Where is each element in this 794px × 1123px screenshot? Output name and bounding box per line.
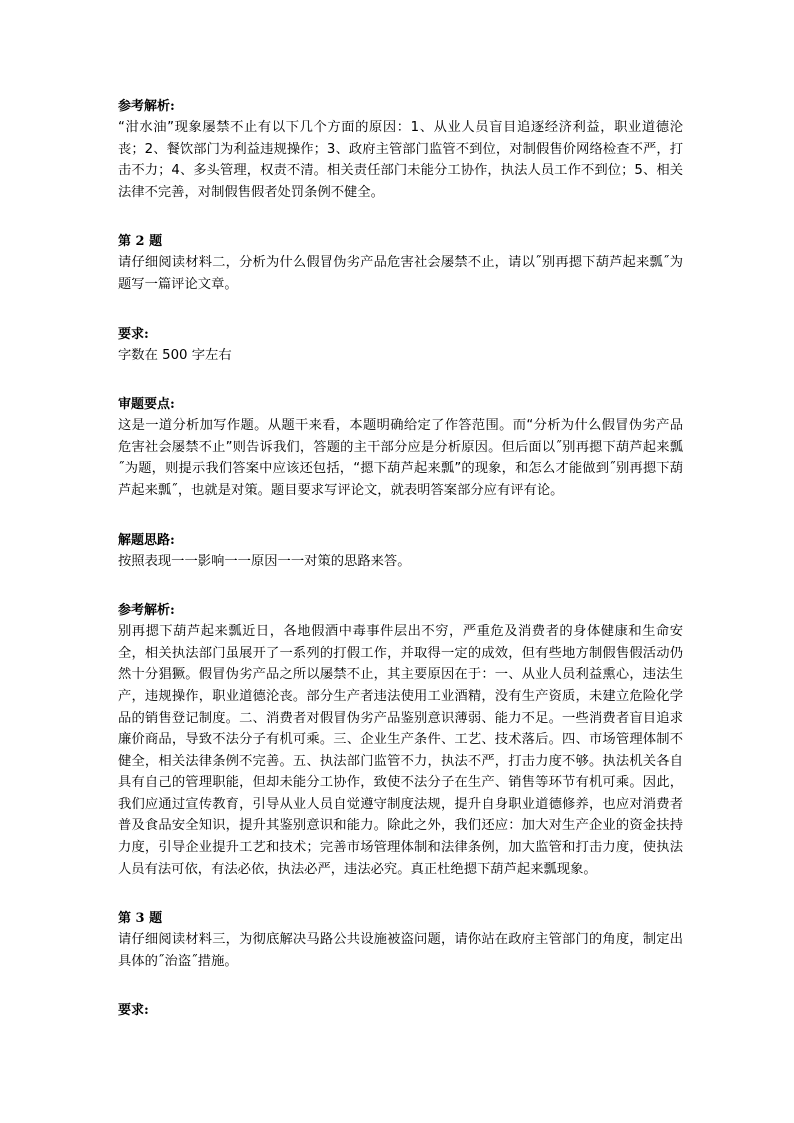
section-body: 别再摁下葫芦起来瓢近日，各地假酒中毒事件层出不穷，严重危及消费者的身体健康和生命安全，相关执法部门虽展开了一系列的打假工作，并取得一定的成效，但有些地方制假售假活动仍然十分猖獗。假冒伪劣产品之所以屡禁不止，其主要原因在于：一、从业人员利益熏心，违法生产，违规操作，职业道德沦丧。部分生产者违法使用工业酒精，没有生产资质，未建立危险化学品的销售登记制度。二、消费者对假冒伪劣产品鉴别意识薄弱、能力不足。一些消费者盲目追求廉价商品，导致不法分子有机可乘。三、企业生产条件、工艺、技术落后。四、市场管理体制不健全，相关法律条例不完善。五、执法部门监管不力，执法不严，打击力度不够。执法机关各自具有自己的管理职能，但却未能分工协作，致使不法分子在生产、销售等环节有机可乘。因此，我们应通过宣传教育，引导从业人员自觉遵守制度法规，提升自身职业道德修养，也应对消费者普及食品安全知识，提升其鉴别意识和能力。除此之外，我们还应：加大对生产企业的资金扶持力度，引导企业提升工艺和技术；完善市场管理体制和法律条例，加大监管和打击力度，使执法人员有法可依，有法必依，执法必严，违法必究。真正杜绝摁下葫芦起来瓢现象。 <box>118 624 683 877</box>
section-body: 字数在 500 字左右 <box>118 347 232 363</box>
section-requirements-2 <box>118 324 683 367</box>
section-heading: 要求: <box>118 1003 149 1019</box>
section-heading: 审题要点: <box>118 397 175 413</box>
section-key-points <box>118 394 683 501</box>
section-question-2 <box>118 231 683 295</box>
document-page <box>118 96 683 1049</box>
section-question-3 <box>118 908 683 972</box>
section-heading: 参考解析: <box>118 99 175 114</box>
section-body: “泔水油”现象屡禁不止有以下几个方面的原因：1、从业人员盲目追逐经济利益，职业道德沦丧；2、餐饮部门为利益违规操作；3、政府主管部门监管不到位，对制假售价网络检查不严，打击不力；4、多头管理，权责不清。相关责任部门未能分工协作，执法人员工作不到位；5、相关法律不完善，对制假售假者处罚条例不健全。 <box>118 120 683 200</box>
section-heading: 要求: <box>118 326 149 342</box>
section-heading: 参考解析: <box>118 603 175 619</box>
question-body: 请仔细阅读材料三，为彻底解决马路公共设施被盗问题，请你站在政府主管部门的角度，制定出具体的˝治盗˝措施。 <box>118 932 683 969</box>
section-heading: 解题思路: <box>118 532 175 548</box>
section-requirements-3 <box>118 1000 683 1021</box>
section-solution-approach <box>118 530 683 573</box>
section-reference-analysis-1 <box>118 96 683 203</box>
question-body: 请仔细阅读材料二，分析为什么假冒伪劣产品危害社会屡禁不止，请以˝别再摁下葫芦起来瓢˝为题写一篇评论文章。 <box>118 255 683 292</box>
section-reference-analysis-2 <box>118 600 683 880</box>
question-heading: 第 2 题 <box>118 234 163 250</box>
section-body: 这是一道分析加写作题。从题干来看，本题明确给定了作答范围。而“分析为什么假冒伪劣产品危害社会屡禁不止”则告诉我们，答题的主干部分应是分析原因。但后面以˝别再摁下葫芦起来瓢˝为题，则提示我们答案中应该还包括，“摁下葫芦起来瓢”的现象，和怎么才能做到˝别再摁下葫芦起来瓢˝，也就是对策。题目要求写评论文，就表明答案部分应有评有论。 <box>118 418 683 498</box>
section-body: 按照表现一一影响一一原因一一对策的思路来答。 <box>118 553 411 569</box>
question-heading: 第 3 题 <box>118 911 163 927</box>
